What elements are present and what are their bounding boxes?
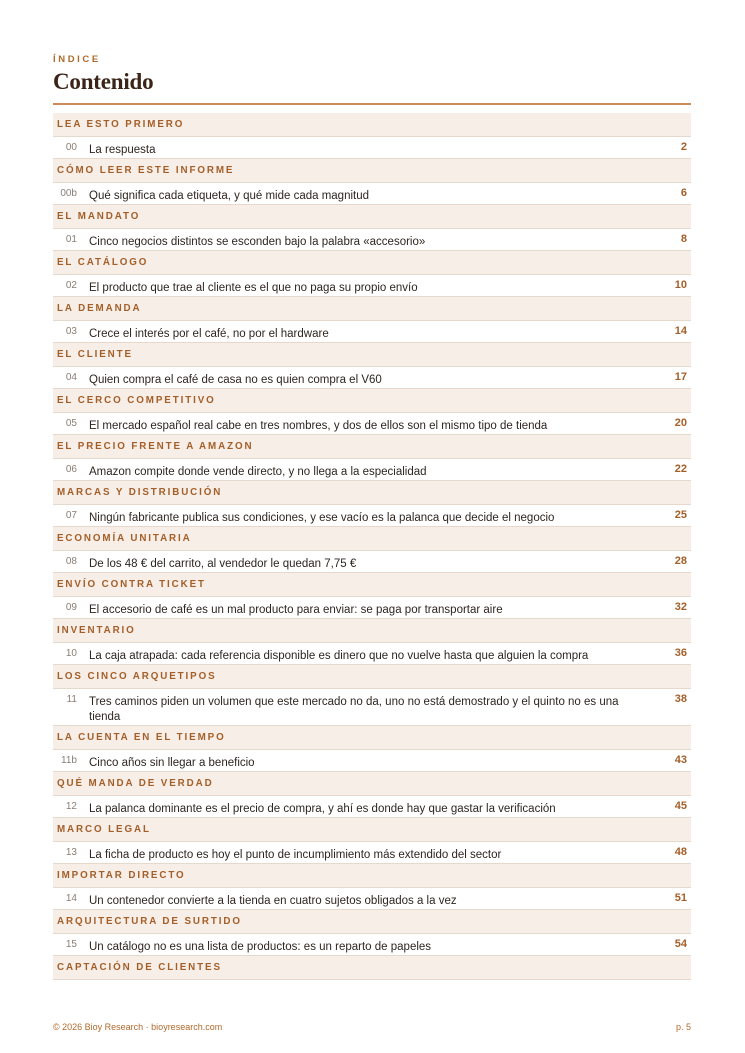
- toc-entry-page[interactable]: 10: [674, 279, 687, 291]
- toc-entry-page[interactable]: 25: [674, 509, 687, 521]
- toc-entry[interactable]: [53, 321, 691, 343]
- toc-entry[interactable]: [53, 459, 691, 481]
- toc-entry-page[interactable]: 22: [674, 463, 687, 475]
- toc-entry[interactable]: [53, 597, 691, 619]
- toc-section-heading: EL MANDATO: [53, 205, 691, 229]
- toc-entry-page[interactable]: 32: [674, 601, 687, 613]
- toc-entry[interactable]: [53, 796, 691, 818]
- toc-entry-number: 10: [65, 648, 77, 659]
- toc-section-heading: LA DEMANDA: [53, 297, 691, 321]
- toc-entry[interactable]: [53, 888, 691, 910]
- toc-entry[interactable]: [53, 183, 691, 205]
- toc-entry-page[interactable]: 20: [674, 417, 687, 429]
- toc-entry-title[interactable]: La caja atrapada: cada referencia disponible es dinero que no vuelve hasta que alguien la compra: [89, 650, 589, 662]
- toc-entry-title[interactable]: Amazon compite donde vende directo, y no llega a la especialidad: [89, 466, 427, 478]
- toc-entry-title[interactable]: Un contenedor convierte a la tienda en cuatro sujetos obligados a la vez: [89, 895, 457, 907]
- toc-section-heading: INVENTARIO: [53, 619, 691, 643]
- toc-entry-number: 12: [65, 801, 77, 812]
- toc-entry-title[interactable]: Un catálogo no es una lista de productos: es un reparto de papeles: [89, 941, 432, 953]
- toc-entry-title[interactable]: La ficha de producto es hoy el punto de incumplimiento más extendido del sector: [89, 849, 502, 861]
- toc-entry[interactable]: [53, 750, 691, 772]
- toc-entry-title[interactable]: El producto que trae al cliente es el que no paga su propio envío: [89, 282, 418, 294]
- title-rule: [53, 103, 691, 105]
- toc-section-heading: ECONOMÍA UNITARIA: [53, 527, 691, 551]
- toc-section-heading: LA CUENTA EN EL TIEMPO: [53, 726, 691, 750]
- toc-section-heading: MARCAS Y DISTRIBUCIÓN: [53, 481, 691, 505]
- toc-entry-number: 11b: [61, 755, 77, 766]
- footer-page-number: p. 5: [675, 1022, 691, 1032]
- footer-copyright: © 2026 Bioy Research · bioyresearch.com: [53, 1022, 223, 1032]
- toc-entry-page[interactable]: 48: [674, 846, 687, 858]
- toc-entry-number: 06: [65, 464, 77, 475]
- toc-entry-title[interactable]: La respuesta: [89, 144, 156, 156]
- toc-entry-number: 09: [65, 602, 77, 613]
- toc-entry-number: 15: [65, 939, 77, 950]
- toc-entry-page[interactable]: 8: [680, 233, 687, 245]
- toc-entry[interactable]: [53, 505, 691, 527]
- toc-entry-page[interactable]: 38: [674, 693, 687, 705]
- toc-section-heading: EL CATÁLOGO: [53, 251, 691, 275]
- toc-entry[interactable]: [53, 413, 691, 435]
- toc-entry-page[interactable]: 36: [674, 647, 687, 659]
- toc-entry-page[interactable]: 6: [680, 187, 687, 199]
- toc-entry-title[interactable]: Cinco años sin llegar a beneficio: [89, 757, 255, 769]
- toc-entry[interactable]: [53, 689, 691, 726]
- toc-entry-title[interactable]: Crece el interés por el café, no por el hardware: [89, 328, 329, 340]
- toc-entry-number: 08: [65, 556, 77, 567]
- toc-section-heading: LOS CINCO ARQUETIPOS: [53, 665, 691, 689]
- toc-entry-title[interactable]: Ningún fabricante publica sus condiciones, y ese vacío es la palanca que decide el negocio: [89, 512, 555, 524]
- toc-section-heading: IMPORTAR DIRECTO: [53, 864, 691, 888]
- toc-section-heading: QUÉ MANDA DE VERDAD: [53, 772, 691, 796]
- toc-entry-title[interactable]: El mercado español real cabe en tres nombres, y dos de ellos son el mismo tipo de tienda: [89, 420, 548, 432]
- toc-entry[interactable]: [53, 137, 691, 159]
- page-title: Contenido: [53, 69, 154, 94]
- toc-entry-number: 04: [65, 372, 77, 383]
- toc-entry-title[interactable]: El accesorio de café es un mal producto para enviar: se paga por transportar aire: [89, 604, 503, 616]
- toc-entry-number: 13: [65, 847, 77, 858]
- toc-entry[interactable]: [53, 229, 691, 251]
- toc-entry-title[interactable]: De los 48 € del carrito, al vendedor le quedan 7,75 €: [89, 558, 357, 570]
- toc-entry-page[interactable]: 45: [674, 800, 687, 812]
- table-of-contents: [53, 113, 691, 980]
- toc-entry-page[interactable]: 51: [674, 892, 687, 904]
- toc-entry-page[interactable]: 17: [674, 371, 687, 383]
- toc-entry-number: 11: [66, 694, 77, 705]
- toc-section-heading: LEA ESTO PRIMERO: [53, 113, 691, 137]
- toc-entry-page[interactable]: 14: [674, 325, 687, 337]
- toc-entry[interactable]: [53, 842, 691, 864]
- toc-section-heading: ENVÍO CONTRA TICKET: [53, 573, 691, 597]
- toc-entry-title[interactable]: Qué significa cada etiqueta, y qué mide cada magnitud: [89, 190, 370, 202]
- toc-entry-title[interactable]: Quien compra el café de casa no es quien compra el V60: [89, 374, 382, 386]
- toc-section-heading: CÓMO LEER ESTE INFORME: [53, 159, 691, 183]
- toc-entry[interactable]: [53, 367, 691, 389]
- toc-entry-number: 00b: [60, 188, 77, 199]
- toc-entry[interactable]: [53, 275, 691, 297]
- toc-entry-number: 01: [65, 234, 77, 245]
- toc-entry[interactable]: [53, 643, 691, 665]
- toc-entry-page[interactable]: 28: [674, 555, 687, 567]
- toc-entry[interactable]: [53, 551, 691, 573]
- toc-entry-number: 07: [65, 510, 77, 521]
- page-kicker: ÍNDICE: [53, 54, 101, 65]
- toc-section-heading: EL CERCO COMPETITIVO: [53, 389, 691, 413]
- toc-entry-page[interactable]: 43: [674, 754, 687, 766]
- toc-entry-title[interactable]: Cinco negocios distintos se esconden bajo la palabra «accesorio»: [89, 236, 426, 248]
- toc-entry-number: 14: [65, 893, 77, 904]
- toc-entry-number: 02: [65, 280, 77, 291]
- toc-entry-number: 00: [65, 142, 77, 153]
- toc-entry-title[interactable]: La palanca dominante es el precio de compra, y ahí es donde hay que gastar la verificación: [89, 803, 556, 815]
- toc-entry-number: 05: [65, 418, 77, 429]
- toc-entry-number: 03: [65, 326, 77, 337]
- toc-section-heading: EL CLIENTE: [53, 343, 691, 367]
- toc-section-heading: CAPTACIÓN DE CLIENTES: [53, 956, 691, 980]
- toc-entry-title[interactable]: Tres caminos piden un volumen que este mercado no da, uno no está demostrado y el quinto no es una tienda: [89, 696, 619, 723]
- toc-section-heading: EL PRECIO FRENTE A AMAZON: [53, 435, 691, 459]
- toc-entry[interactable]: [53, 934, 691, 956]
- toc-section-heading: ARQUITECTURA DE SURTIDO: [53, 910, 691, 934]
- toc-entry-page[interactable]: 2: [680, 141, 687, 153]
- toc-entry-page[interactable]: 54: [674, 938, 687, 950]
- toc-section-heading: MARCO LEGAL: [53, 818, 691, 842]
